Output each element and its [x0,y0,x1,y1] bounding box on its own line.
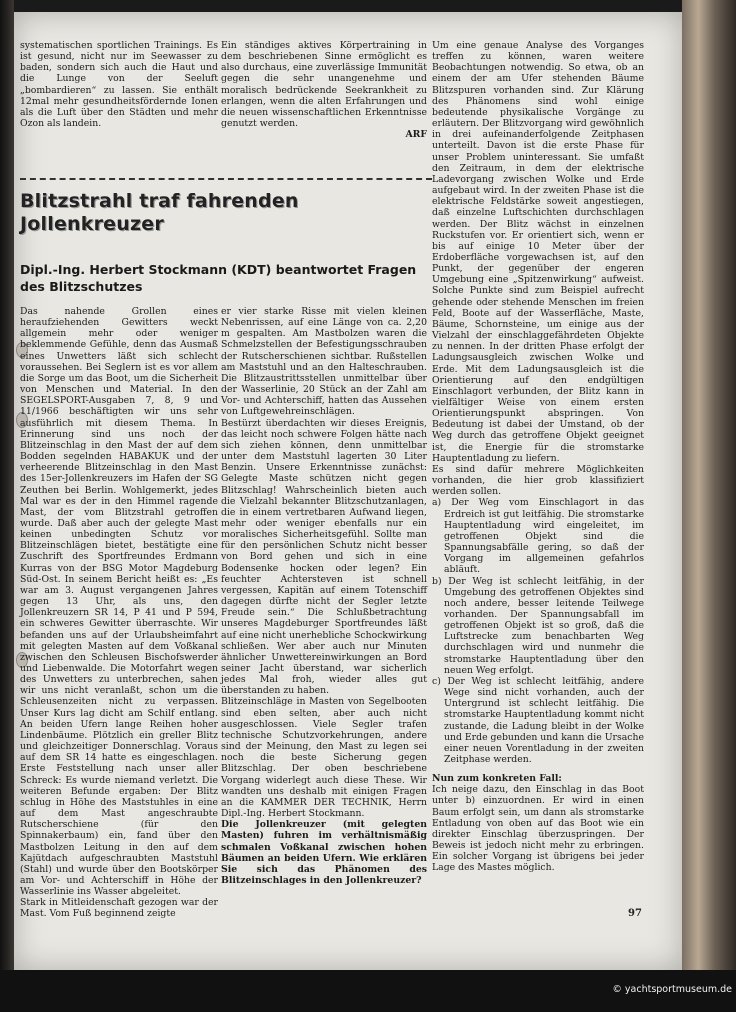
left-margin-shadow [0,0,14,1012]
previous-article-col1 [20,40,218,129]
paragraph: Das nahende Grollen eines heraufziehenden Gewitters weckt allgemein mehr oder weniger beklemmende Gefühle, denn das Ausmaß eines Unwetters läßt sich schlecht voraussehen. Bei Seglern ist es vor allem die Sorge um das Boot, um die Sicherheit von Menschen und Material. In den SEGELSPORT-Ausgaben 7, 8, 9 und 11/1966 beschäftigten wir uns sehr ausführlich mit diesem Thema. In Erinnerung sind uns noch der Blitzeinschlag in den Mast der auf dem Bodden segelnden HABAKUK und der verheerende Blitzeinschlag in den Mast des 15er-Jollenkreuzers im Hafen der SG Zeuthen bei Berlin. Wohlgemerkt, jedes Mal war es der in den Himmel ragende Mast, der vom Blitzstrahl getroffen wurde. Daß aber auch der gelegte Mast keinen unbedingten Schutz vor Blitzeinschlägen bietet, bestätigte eine Zuschrift des Sportfreundes Erdmann Kurras von der BSG Motor Magdeburg Süd-Ost. In seinem Bericht heißt es: „Es war am 3. August vergangenen Jahres gegen 13 Uhr, als uns, den Jollenkreuzern SR 14, P 41 und P 594, ein schweres Gewitter überraschte. Wir befanden uns auf der Urlaubsheimfahrt mit gelegten Masten auf dem Voßkanal zwischen den Schleusen Bischofswerder und Liebenwalde. Die Motorfahrt wegen des Unwetters zu unterbrechen, sahen wir uns nicht veranlaßt, schon um die Schleusenzeiten nicht zu verpassen. Unser Kurs lag dicht am Schilf entlang. An beiden Ufern lange Reihen hoher Lindenbäume. Plötzlich ein greller Blitz und gleichzeitiger Donnerschlag. Voraus auf dem SR 14 hatte es eingeschlagen. Erste Feststellung nach unser aller Schreck: Es wurde niemand verletzt. Die weiteren Befunde ergaben: Der Blitz schlug in Höhe des Maststuhles in eine auf dem Mast angeschraubte Rutscherschiene (für den Spinnakerbaum) ein, fand über den Mastbolzen Leitung in den auf dem Kajütdach aufgeschraubten Maststuhl (Stahl) und wurde über den Bootskörper am Vor- und Achterschiff in Höhe der Wasserlinie ins Wasser abgeleitet. [20,306,218,898]
paragraph: Ich neige dazu, den Einschlag in das Boot unter b) einzuordnen. Er wird in einen Baum erfolgt sein, um dann als stromstarke Entladung von oben auf das Boot wie ein direkter Einschlag überzuspringen. Der Beweis ist jedoch nicht mehr zu erbringen. Ein solcher Vorgang ist übrigens bei jeder Lage des Mastes möglich. [432,784,644,874]
article-col1 [20,306,218,920]
page-number: 97 [628,908,642,919]
list-item: c) Der Weg ist schlecht leitfähig, andere Wege sind nicht vorhanden, auch der Untergrund ist schlecht leitfähig. Die stromstarke Hauptentladung kommt nicht zustande, die Ladung bleibt in der Wolke und Erde gebunden und kann die Ursache einer neuen Vorentladung in der zweiten Zeitphase werden. [432,675,644,765]
previous-article-col2 [221,40,427,140]
section-subheading: Nun zum konkreten Fall: [432,773,562,785]
paragraph: Blitzeinschläge in Masten von Segelbooten sind eben selten, aber auch nicht ausgeschlossen. Viele Segler trafen technische Schutzvorkehrungen, andere sind der Meinung, den Mast zu legen sei noch die beste Sicherung gegen Blitzschlag. Der oben beschriebene Vorgang widerlegt auch diese These. Wir wandten uns deshalb mit einigen Fragen an die KAMMER DER TECHNIK, Herrn Dipl.-Ing. Herbert Stockmann. [221,696,427,820]
book-spine [682,0,736,1012]
list-item: b) Der Weg ist schlecht leitfähig, in der Umgebung des getroffenen Objektes sind noch andere, besser leitende Teilwege vorhanden. Der Spannungsabfall im getroffenen Objekt ist so groß, daß die Luftstrecke zum benachbarten Weg durchschlagen wird und nunmehr die stromstarke Hauptentladung über den neuen Weg erfolgt. [432,575,644,676]
article-col2 [221,306,427,886]
watermark: © yachtsportmuseum.de [612,984,732,995]
paragraph: er vier starke Risse mit vielen kleinen Nebenrissen, auf eine Länge von ca. 2,20 m gespalten. Am Mastbolzen waren die Schmelzstellen der Befestigungsschrauben der Rutscherschienen sichtbar. Rußstellen am Maststuhl und an den Halteschrauben. Die Blitzaustrittsstellen unmittelbar über der Wasserlinie, 20 Stück an der Zahl am Vor- und Achterschiff, hatten das Aussehen von Luftgewehreinschlägen. [221,306,427,418]
paragraph: Um eine genaue Analyse des Vorganges treffen zu können, waren weitere Beobachtungen notwendig. So etwa, ob an einem der am Ufer stehenden Bäume Blitzspuren vorhanden sind. Zur Klärung des Phänomens sind wohl einige bedeutende physikalische Vorgänge zu erläutern. Der Blitzvorgang wird gewöhnlich in drei aufeinanderfolgende Zeitphasen unterteilt. Davon ist die erste Phase für unser Problem uninteressant. Sie umfaßt den Zeitraum, in dem der elektrische Ladevorgang zwischen Wolke und Erde aufgebaut wird. In der zweiten Phase ist die elektrische Feldstärke soweit angestiegen, daß einzelne Luftschichten durchschlagen werden. Der Blitz wächst in einzelnen Ruckstufen vor. Er orientiert sich, wenn er bis auf einige 10 Meter über der Erdoberfläche vorgewachsen ist, auf den Punkt, der gegenüber der engeren Umgebung eine „Spitzenwirkung“ aufweist. Solche Punkte sind zum Beispiel aufrecht gehende oder stehende Menschen im freien Feld, Boote auf der Wasserfläche, Maste, Bäume, Schornsteine, um einige aus der Vielzahl der einschlaggefährdeten Objekte zu nennen. In der dritten Phase erfolgt der Ladungsausgleich zwischen Wolke und Erde. Mit dem Ladungsausgleich ist die Orientierung auf den endgültigen Einschlagort verbunden, der Blitz kann in vielfältiger Weise von einem ersten Orientierungspunkt abspringen. Von Bedeutung ist dabei der Umstand, ob der Weg durch das getroffene Objekt geeignet ist, die Energie für die stromstarke Hauptentladung zu liefern. [432,40,644,464]
paragraph: Bestürzt überdachten wir dieses Ereignis, das leicht noch schwere Folgen hätte nach sich ziehen können, denn unmittelbar unter dem Maststuhl lagerten 30 Liter Benzin. Unsere Erkenntnisse zunächst: Gelegte Maste schützen nicht gegen Blitzschlag! Wahrscheinlich bieten auch die Vielzahl bekannter Blitzschutzanlagen, die in einem vertretbaren Aufwand liegen, mehr oder weniger ebenfalls nur ein moralisches Sicherheitsgefühl. Sollte man für den persönlichen Schutz nicht besser von Bord gehen und sich in eine Bodensenke hocken oder legen? Ein feuchter Achtersteven ist schnell vergessen, Kapitän auf einem Totenschiff dagegen dürfte nicht der Segler letzte Freude sein.“ Die Schlußbetrachtung unseres Magdeburger Sportfreundes läßt auf eine nicht unerhebliche Schockwirkung schließen. Wer aber auch nur Minuten ähnlicher Unwettereinwirkungen an Bord seiner Jacht überstand, war sicherlich jedes Mal froh, wieder alles gut überstanden zu haben. [221,417,427,697]
section-divider [20,178,432,180]
article-subheadline: Dipl.-Ing. Herbert Stockmann (KDT) beantwortet Fragen des Blitzschutzes [20,262,417,294]
list-item: a) Der Weg vom Einschlagort in das Erdreich ist gut leitfähig. Die stromstarke Hauptentladung wird eingeleitet, im getroffenen Objekt sind die Spannungsabfälle gering, so daß der Vorgang im allgemeinen gefahrlos abläuft. [432,497,644,576]
author-signature: ARF [405,129,427,141]
article-col3 [432,40,644,874]
paragraph: Ein ständiges aktives Körpertraining in dem beschriebenen Sinne ermöglicht es also durchaus, eine zuverlässige Immunität gegen die sehr unangenehme und moralisch bedrückende Seekrankheit zu erlangen, wenn die alten Erfahrungen und die neuen wissenschaftlichen Erkenntnisse genutzt werden. [221,40,427,130]
paragraph: Stark in Mitleidenschaft gezogen war der Mast. Vom Fuß beginnend zeigte [20,897,218,920]
article-headline: Blitzstrahl traf fahrenden Jollenkreuzer [20,190,299,235]
interview-question: Die Jollenkreuzer (mit gelegten Masten) fuhren im verhältnismäßig schmalen Voßkanal zwischen hohen Bäumen an beiden Ufern. Wie erklären Sie sich das Phänomen des Blitzeinschlages in den Jollenkreuzer? [221,819,427,886]
paragraph: systematischen sportlichen Trainings. Es ist gesund, nicht nur im Seewasser zu baden, sondern sich auch die Haut und die Lunge von der Seeluft „bombardieren“ zu lassen. Sie enthält 12mal mehr gesundheitsfördernde Ionen als die Luft über den Städten und mehr Ozon als landein. [20,40,218,130]
paragraph: Es sind dafür mehrere Möglichkeiten vorhanden, die hier grob klassifiziert werden sollen. [432,463,644,498]
